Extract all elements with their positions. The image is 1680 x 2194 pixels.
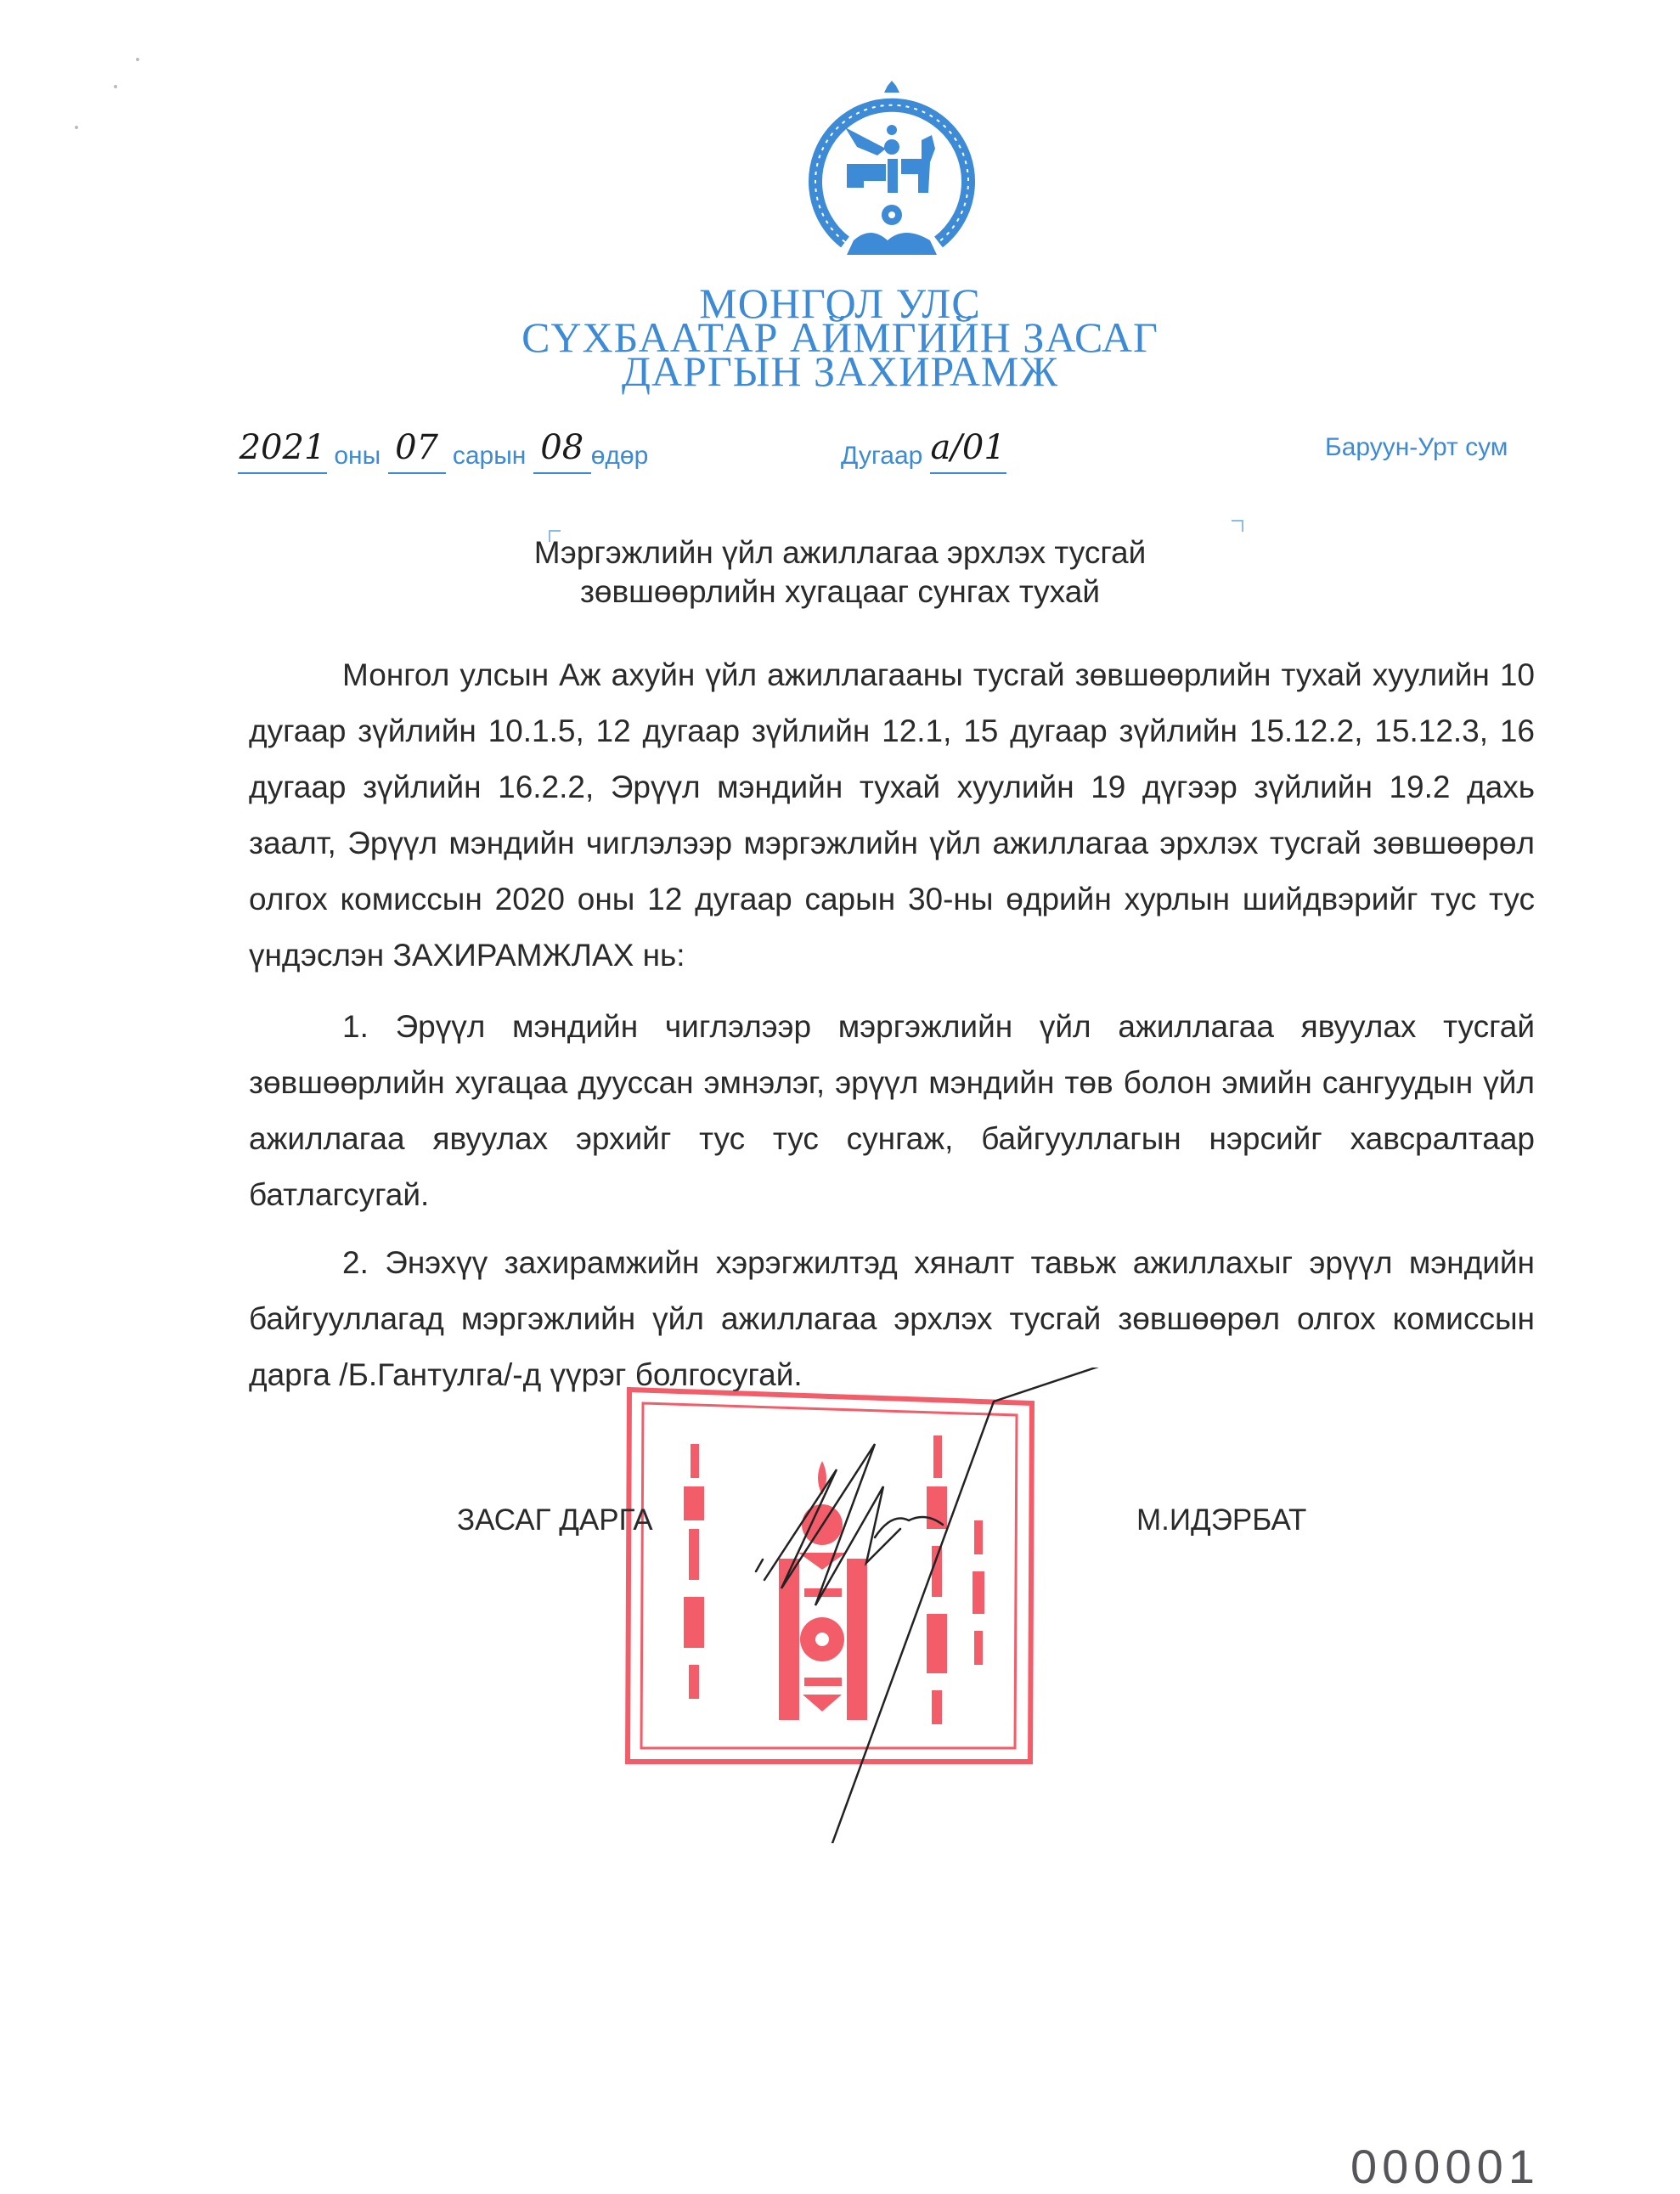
date-field <box>238 428 649 474</box>
date-day: 08 <box>540 428 584 467</box>
header-country: МОНГОЛ УЛС <box>699 279 981 327</box>
header-doctype: ДАРГЫН ЗАХИРАМЖ <box>621 347 1059 395</box>
state-emblem-icon <box>794 81 989 272</box>
signatory-name: М.ИДЭРБАТ <box>1136 1503 1307 1537</box>
scan-speck <box>75 126 78 129</box>
title-corner-right <box>1232 520 1243 532</box>
order-item-1: 1. Эрүүл мэндийн чиглэлээр мэргэжлийн үйл ажиллагаа явуулах тусгай зөвшөөрлийн хугацаа дууссан эмнэлэг, эрүүл мэндийн төв болон эмийн сангуудын үйл ажиллагаа явуулах эрхийг тус тус сунгаж, байгууллагын нэрсийг хавсралтаар батлагсугай. <box>249 1009 1535 1212</box>
document-number: а/01 <box>930 428 1006 467</box>
date-year: 2021 <box>239 428 326 467</box>
date-year-suffix: оны <box>334 442 381 470</box>
signatory-title: ЗАСАГ ДАРГА <box>457 1503 653 1537</box>
scan-speck <box>136 58 139 61</box>
order-item-2: 2. Энэхүү захирамжийн хэрэгжилтэд хяналт тавьж ажиллахыг эрүүл мэндийн байгууллагад мэргэжлийн үйл ажиллагаа эрхлэх тусгай зөвшөөрөл олгох комиссын дарга /Б.Гантулга/-д үүрэг болгосугай. <box>249 1245 1535 1392</box>
preamble-paragraph: Монгол улсын Аж ахуйн үйл ажиллагааны тусгай зөвшөөрлийн тухай хуулийн 10 дугаар зүйлийн 10.1.5, 12 дугаар зүйлийн 12.1, 15 дугаар зүйлийн 15.12.2, 15.12.3, 16 дугаар зүйлийн 16.2.2, Эрүүл мэндийн тухай хуулийн 19 дүгээр зүйлийн 19.2 дахь заалт, Эрүүл мэндийн чиглэлээр мэргэжлийн үйл ажиллагаа эрхлэх тусгай зөвшөөрөл олгох комиссын 2020 оны 12 дугаар сарын 30-ны өдрийн хурлын шийдвэрийг тус тус үндэслэн ЗАХИРАМЖЛАХ нь: <box>249 657 1535 973</box>
date-month: 07 <box>395 428 438 467</box>
handwritten-signature <box>747 1368 1138 1843</box>
document-title-line2: зөвшөөрлийн хугацааг сунгах тухай <box>579 574 1101 609</box>
document-title-line1: Мэргэжлийн үйл ажиллагаа эрхлэх тусгай <box>533 535 1147 570</box>
date-month-suffix: сарын <box>452 442 527 470</box>
header-province: СҮХБААТАР АЙМГИЙН ЗАСАГ <box>521 313 1159 361</box>
footer-document-number: 000001 <box>1350 2140 1540 2193</box>
place: Баруун-Урт сум <box>1325 433 1508 461</box>
date-day-suffix: өдөр <box>590 442 649 470</box>
number-label: Дугаар <box>841 442 923 470</box>
document-number-field <box>841 428 1006 474</box>
scan-speck <box>114 85 117 88</box>
